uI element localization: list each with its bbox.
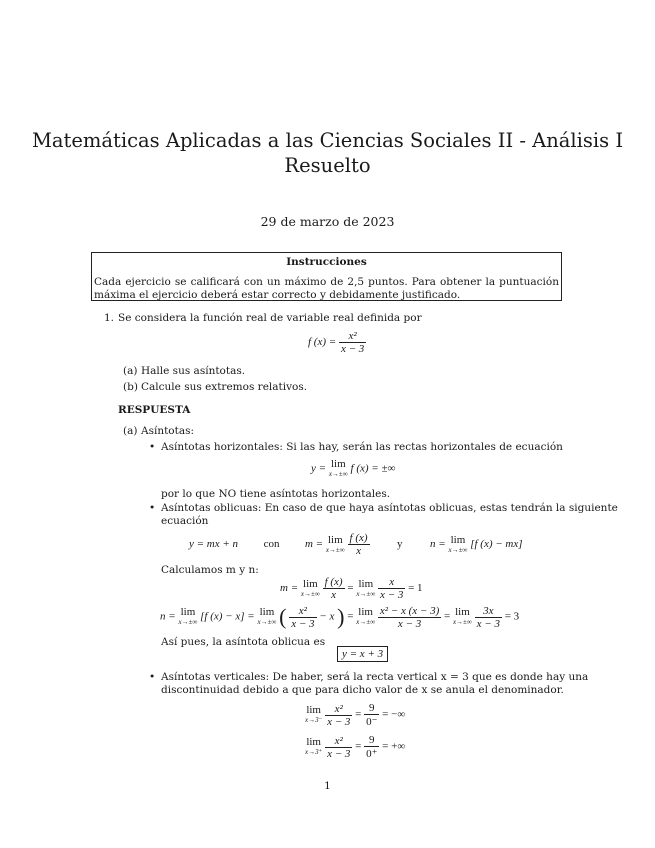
fraction-denominator: x − 3 [380, 589, 404, 601]
vertical-fraction-left [325, 703, 352, 728]
exercise-number: 1. [104, 312, 115, 324]
m-calc-lim-1 [301, 579, 320, 599]
vertical-limit-left [305, 702, 405, 728]
n-calc-step-1: [f (x) − x] = [200, 610, 255, 623]
oblique-n-lim [448, 535, 467, 555]
lim-subscript: x→±∞ [356, 618, 376, 626]
m-calc-fraction-2 [378, 576, 405, 601]
vertical-intro-2: discontinuidad debido a que para dicho valor de x se anula el denominador. [161, 684, 564, 696]
vertical-result-left: = −∞ [382, 708, 406, 721]
n-calc-tail: − x [319, 610, 335, 623]
oblique-y-word: y [397, 538, 403, 551]
lim-subscript: x→±∞ [325, 545, 345, 554]
fraction-numerator: 9 [369, 702, 375, 714]
calc-intro: Calculamos m y n: [161, 564, 259, 576]
m-calc-fraction-1 [323, 576, 345, 601]
lim-subscript: x→±∞ [300, 589, 320, 598]
fraction-denominator: x [323, 588, 345, 601]
n-calc-lim-1 [178, 607, 197, 627]
vertical-result-right: = +∞ [382, 740, 406, 753]
horizontal-intro [149, 441, 563, 454]
lim-subscript: x→±∞ [452, 618, 472, 626]
fraction-denominator: x − 3 [291, 617, 315, 630]
bullet-icon: • [149, 671, 156, 683]
title-line-2: Resuelto [284, 154, 371, 177]
horizontal-equation [311, 459, 395, 479]
equals-sign: = [347, 610, 354, 623]
lim-text: lim [306, 736, 321, 748]
lim-text: lim [259, 606, 275, 618]
horizontal-conclusion: por lo que NO tiene asíntotas horizontales. [161, 488, 391, 500]
n-calc-lhs: n = [160, 610, 176, 623]
vertical-intro-1 [149, 671, 589, 684]
lim-subscript: x→3⁻ [305, 716, 323, 724]
part-b-label: (b) [123, 381, 138, 393]
instructions-body: Cada ejercicio se calificará con un máximo de 2,5 puntos. Para obtener la puntuación máxima el ejercicio deberá estar correcto y debidamente justificado. [94, 276, 559, 301]
bullet-icon: • [149, 502, 156, 514]
equals-sign: = [355, 708, 362, 721]
m-result: = 1 [408, 582, 423, 595]
m-numerator: f (x) [349, 532, 368, 544]
fraction-denominator: x − 3 [327, 715, 351, 728]
answer-heading: RESPUESTA [118, 404, 191, 416]
n-calc-fraction-3 [475, 605, 502, 630]
vertical-fraction-right [325, 735, 352, 760]
function-definition [308, 330, 366, 355]
oblique-intro-1 [149, 502, 618, 515]
oblique-m-lim [326, 535, 345, 555]
fraction-denominator: 0⁻ [366, 716, 378, 728]
part-b-text: Calcule sus extremos relativos. [141, 381, 308, 393]
fraction-numerator: 3x [483, 604, 494, 617]
lim-subscript: x→±∞ [257, 618, 277, 626]
n-calc-lim-2 [257, 607, 276, 627]
fraction-numerator: x² [298, 604, 307, 617]
horizontal-eq-lhs: y = [311, 462, 327, 475]
part-a-label: (a) [123, 365, 138, 377]
vertical-value-right [364, 734, 379, 760]
boxed-equation: y = x + 3 [337, 646, 388, 662]
oblique-con: con [263, 538, 280, 551]
n-calculation [160, 604, 519, 630]
equals-sign: = [443, 610, 451, 623]
m-calc-lim-2 [356, 579, 375, 599]
lim-text: lim [450, 533, 466, 546]
right-paren: ) [337, 604, 345, 629]
vertical-lim-left [305, 705, 322, 725]
fraction-numerator: x² [334, 734, 343, 747]
fraction-denominator: x − 3 [327, 747, 351, 760]
n-calc-lim-3 [356, 607, 375, 627]
lim-subscript: x→3⁺ [305, 748, 323, 756]
n-result: = 3 [504, 610, 520, 623]
instructions-heading: Instrucciones [286, 256, 367, 268]
lim-subscript: x→±∞ [356, 589, 376, 598]
oblique-boxed-result [337, 648, 388, 660]
lim-text: lim [358, 577, 374, 590]
fraction-numerator: 9 [369, 734, 375, 746]
horizontal-intro-text: Asíntotas horizontales: Si las hay, serán las rectas horizontales de ecuación [161, 441, 563, 453]
m-calc-lhs: m = [280, 582, 299, 595]
oblique-conclusion: Así pues, la asíntota oblicua es [161, 636, 326, 648]
lim-text: lim [455, 606, 470, 618]
lim-text: lim [303, 577, 318, 590]
vertical-intro-1-text: Asíntotas verticales: De haber, será la recta vertical x = 3 que es donde hay una [161, 671, 589, 683]
n-calc-lim-4 [453, 607, 472, 627]
m-calculation [280, 576, 423, 601]
lim-text: lim [358, 606, 373, 618]
fraction-numerator: x² − x (x − 3) [379, 604, 440, 617]
exercise-statement: Se considera la función real de variable real definida por [118, 312, 422, 324]
horizontal-lim [329, 459, 348, 479]
vertical-limit-right [305, 734, 405, 760]
bullet-icon: • [149, 441, 156, 453]
n-calc-fraction-2 [378, 605, 441, 630]
oblique-n-eq: n = [430, 538, 446, 551]
function-fraction [339, 330, 366, 355]
lim-subscript: x→±∞ [448, 545, 468, 554]
horizontal-eq-rhs: f (x) = ±∞ [350, 462, 396, 475]
fraction-numerator: x [389, 576, 395, 588]
lim-text: lim [180, 606, 196, 618]
lim-text: lim [330, 458, 346, 470]
document-title [0, 128, 655, 178]
n-calc-fraction-1 [289, 605, 316, 630]
document-date: 29 de marzo de 2023 [260, 214, 395, 229]
lim-text: lim [327, 533, 343, 546]
function-lhs: f (x) = [308, 336, 337, 349]
fraction-denominator: 0⁺ [366, 748, 378, 760]
left-paren: ( [279, 604, 287, 629]
answer-part-a-title: Asíntotas: [141, 425, 195, 437]
equals-sign: = [347, 582, 354, 595]
part-a-text: Halle sus asíntotas. [141, 365, 246, 377]
vertical-lim-right [305, 737, 322, 757]
oblique-m-eq: m = [304, 538, 324, 551]
oblique-eq-y: y = mx + n [189, 538, 239, 551]
oblique-intro-2: ecuación [161, 515, 209, 527]
m-denominator: x [348, 544, 370, 557]
lim-subscript: x→±∞ [328, 470, 348, 478]
oblique-intro-1-text: Asíntotas oblicuas: En caso de que haya asíntotas oblicuas, estas tendrán la siguiente [161, 502, 618, 514]
vertical-value-left [364, 702, 379, 728]
oblique-m-fraction [348, 532, 370, 557]
function-numerator: x² [348, 330, 357, 342]
answer-part-a-label: (a) [123, 425, 138, 437]
fraction-numerator: x² [334, 702, 343, 715]
fraction-denominator: x − 3 [476, 617, 500, 630]
fraction-numerator: f (x) [324, 576, 343, 588]
instructions-box [91, 252, 562, 301]
lim-subscript: x→±∞ [178, 618, 198, 626]
lim-text: lim [306, 704, 321, 716]
fraction-denominator: x − 3 [378, 617, 441, 630]
oblique-definitions [189, 532, 523, 557]
oblique-n-rhs: [f (x) − mx] [470, 538, 523, 551]
page-number: 1 [324, 780, 331, 792]
function-denominator: x − 3 [340, 343, 365, 355]
title-line-1: Matemáticas Aplicadas a las Ciencias Sociales II - Análisis I [31, 129, 624, 152]
equals-sign: = [355, 740, 362, 753]
